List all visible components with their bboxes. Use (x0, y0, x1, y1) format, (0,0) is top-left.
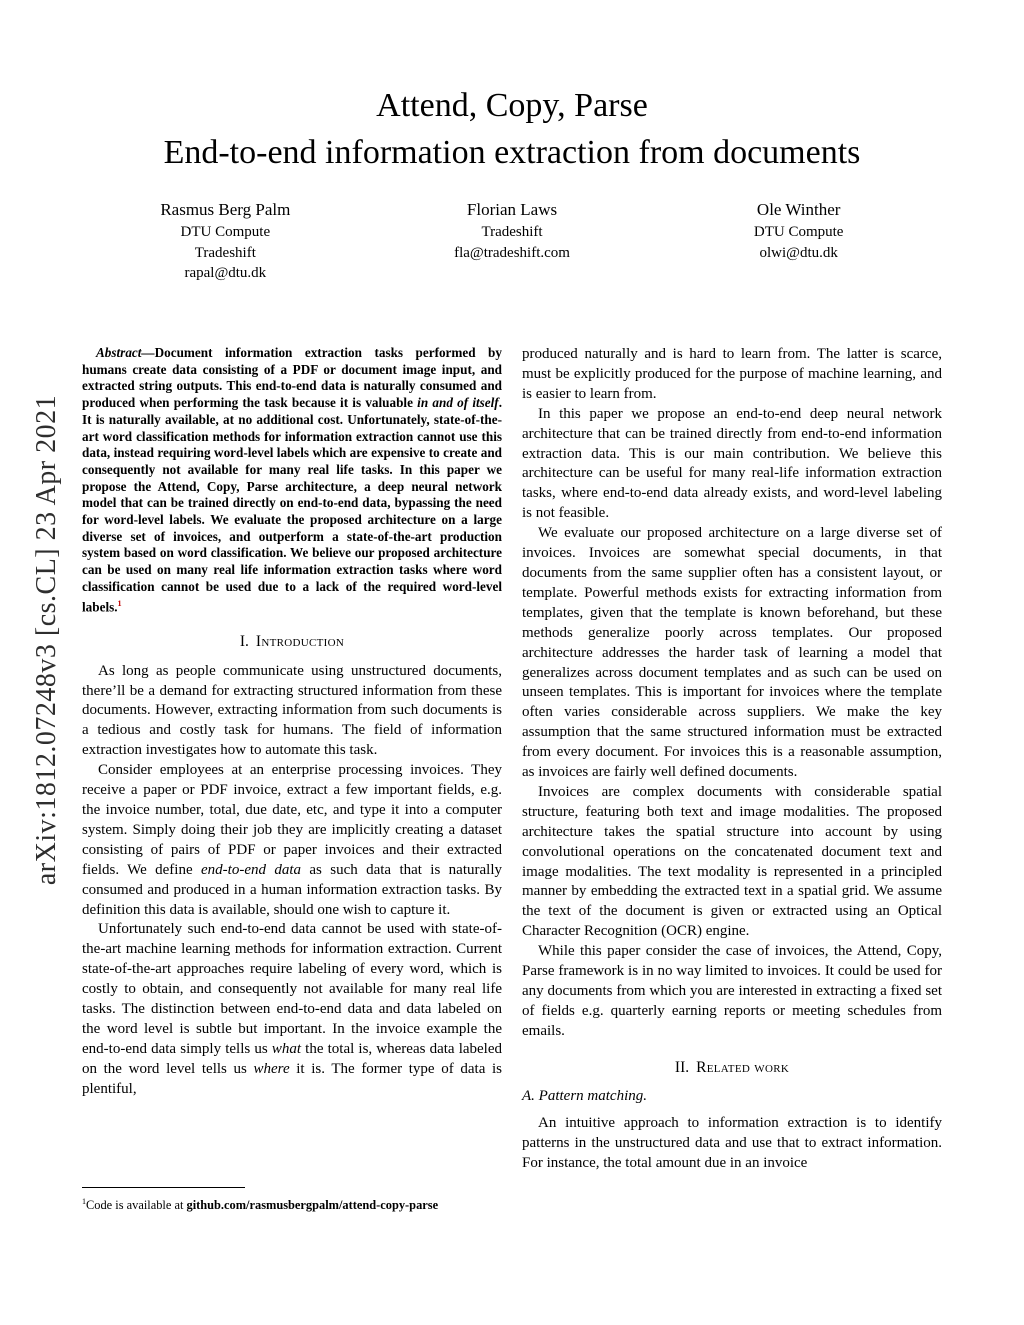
introduction-paragraphs (82, 662, 502, 1100)
author-email: rapal@dtu.dk (184, 265, 267, 281)
footnote-rule (82, 1187, 245, 1188)
section-title: Related work (696, 1058, 790, 1076)
paper-title (0, 82, 1024, 176)
author-affiliation: DTU Compute (753, 224, 844, 240)
author-block-2 (369, 198, 656, 284)
subsection-label: A. (522, 1087, 535, 1104)
left-column (82, 345, 502, 1213)
author-email: olwi@dtu.dk (759, 244, 838, 261)
author-affiliations (655, 222, 942, 243)
author-name: Rasmus Berg Palm (160, 200, 291, 219)
author-name: Ole Winther (756, 200, 841, 219)
subsection-title: Pattern matching. (538, 1087, 647, 1104)
section-title: Introduction (255, 632, 345, 650)
authors-row (82, 198, 942, 284)
abstract-lead: Abstract— (96, 345, 155, 360)
author-email: fla@tradeshift.com (454, 244, 570, 261)
introduction-paragraphs-continued (522, 405, 942, 1042)
footnote-ref-link[interactable]: 1 (117, 598, 122, 608)
footnote-code-url: github.com/rasmusbergpalm/attend-copy-parse (186, 1198, 439, 1212)
paragraph: In this paper we propose an end-to-end deep neural network architecture that can be trained directly from end-to-end information extraction data. This is our main contribution. We believe this architecture can be useful for many real-life information extraction tasks, where end-to-end data already exists, and word-level labeling is not feasible. (522, 405, 942, 522)
abstract-text: Document information extraction tasks performed by humans create data consisting of a PDF or document image input, and extracted string outputs. This end-to-end data is naturally consumed and produced when performing the task because it is valuable in and of itself. It is naturally available, at no additional cost. Unfortunately, state-of-the-art word classification methods for information extraction cannot use this data, instead requiring word-level labels which are expensive to create and consequently not available for many real life tasks. In this paper we propose the Attend, Copy, Parse architecture, a deep neural network model that can be trained directly on end-to-end data, bypassing the need for word-level labels. We evaluate the proposed architecture on a large diverse set of invoices, and outperform a state-of-the-art production system based on word classification. We believe our proposed architecture can be used on many real life information extraction tasks where word classification cannot be used due to a lack of the required word-level labels. (82, 345, 502, 614)
arxiv-watermark (13, 345, 81, 935)
footnote-text (82, 1194, 502, 1213)
section-heading-introduction (82, 633, 502, 651)
paragraph: Consider employees at an enterprise processing invoices. They receive a paper or PDF invoice, extract a few important fields, e.g. the invoice number, total, due date, etc, and type it into a computer system. Simply doing their job they are implicitly creating a dataset consisting of pairs of PDF or paper invoices and their extracted fields. We define end-to-end data as such data that is naturally consumed and produced in a human information extraction tasks. By definition this data is available, should one wish to capture it. (82, 762, 502, 918)
paper-title-line1: Attend, Copy, Parse (376, 87, 648, 124)
author-name: Florian Laws (466, 200, 558, 219)
paragraph: Unfortunately such end-to-end data cannot be used with state-of-the-art machine learning methods for information extraction. Current state-of-the-art approaches require labeling of every word, which is costly to obtain, and consequently not available for many real life tasks. The distinction between end-to-end data and data labeled on the word level is subtle but important. In the invoice example the end-to-end data simply tells us what the total is, whereas data labeled on the word level tells us where it is. The former type of data is plentiful, (82, 921, 503, 1097)
author-affiliation: DTU Compute (180, 224, 271, 240)
author-affiliations (82, 222, 369, 263)
abstract (82, 345, 502, 616)
section-heading-related-work (522, 1059, 942, 1077)
arxiv-watermark-text[interactable]: arXiv:1812.07248v3 [cs.CL] 23 Apr 2021 (31, 394, 63, 886)
title-block (0, 82, 1024, 176)
author-block-1 (82, 198, 369, 284)
footnote-marker: 1 (82, 1196, 87, 1206)
paper-title-line2: End-to-end information extraction from documents (163, 134, 861, 171)
related-work-paragraph: An intuitive approach to information extraction is to identify patterns in the unstructured data and use that to extract information. For instance, the total amount due in an invoice (522, 1114, 942, 1171)
paragraph: As long as people communicate using unstructured documents, there’ll be a demand for extracting structured information from these documents. However, extracting information from such documents is a tedious and costly task for humans. The field of information extraction investigates how to automate this task. (82, 662, 502, 759)
paragraph: We evaluate our proposed architecture on a large diverse set of invoices. Invoices are somewhat special documents, in that documents from the same supplier often has a consistent layout, or template. Powerful methods exists for extracting information from templates, given that the template is known beforehand, but these methods generalize poorly across templates. Our proposed architecture addresses the harder task of learning a model that generalizes across document templates and as such can be used on unseen templates. This is important for invoices where the template often varies considerable across suppliers. We make the key assumption that the same structured information must be extracted from every document. For invoices this is a reasonable assumption, as invoices are fairly well defined documents. (522, 525, 942, 781)
paper-body (82, 345, 942, 1213)
footnote (82, 1187, 502, 1213)
paragraph-continuation: produced naturally and is hard to learn from. The latter is scarce, must be explicitly produced for the purpose of machine learning, and is easier to learn from. (522, 346, 942, 402)
author-affiliation: Tradeshift (481, 224, 543, 240)
author-affiliation: Tradeshift (194, 244, 256, 261)
author-affiliations (369, 222, 656, 243)
paragraph: While this paper consider the case of invoices, the Attend, Copy, Parse framework is in no way limited to invoices. It could be used for any documents from which you are interested in extracting a fixed set of fields e.g. quarterly earning reports or meeting schedules from emails. (522, 943, 942, 1039)
section-number: I. (239, 632, 249, 650)
author-block-3 (655, 198, 942, 284)
subsection-heading-pattern-matching (522, 1088, 942, 1105)
footnote-text-prefix: Code is available at (86, 1198, 187, 1212)
paragraph: Invoices are complex documents with considerable spatial structure, featuring both text and image modalities. The proposed architecture takes the spatial structure into account by using convolutional operations on the concatenated document text and image modalities. The text modality is represented in a principled manner by embedding the extracted text in a spatial grid. We assume the text of the document is given or extracted using an Optical Character Recognition (OCR) engine. (522, 783, 942, 940)
right-column (522, 345, 942, 1213)
section-number: II. (674, 1058, 690, 1076)
